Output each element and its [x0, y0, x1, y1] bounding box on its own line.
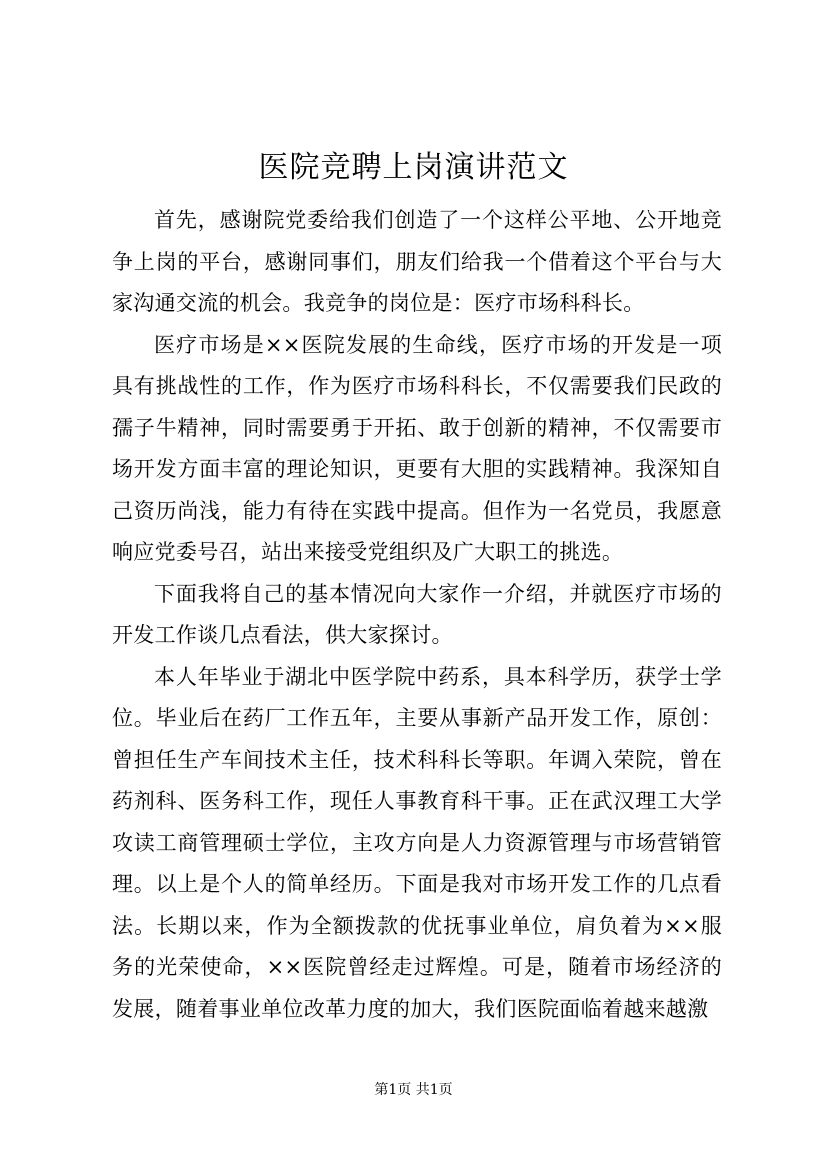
- paragraph-1: 首先，感谢院党委给我们创造了一个这样公平地、公开地竞争上岗的平台，感谢同事们，朋友们给我一个借着这个平台与大家沟通交流的机会。我竞争的岗位是：医疗市场科科长。: [112, 208, 722, 315]
- page-footer: 第1页 共1页: [374, 1082, 453, 1098]
- paragraph-3: 下面我将自己的基本情况向大家作一介绍，并就医疗市场的开发工作谈几点看法，供大家探讨。: [112, 581, 722, 647]
- document-body: [112, 200, 722, 1030]
- paragraph-4: 本人年毕业于湖北中医学院中药系，具本科学历，获学士学位。毕业后在药厂工作五年，主要从事新产品开发工作，原创：曾担任生产车间技术主任，技术科科长等职。年调入荣院，曾在药剂科、医务科工作，现任人事教育科干事。正在武汉理工大学攻读工商管理硕士学位，主攻方向是人力资源管理与市场营销管理。以上是个人的简单经历。下面是我对市场开发工作的几点看法。长期以来，作为全额拨款的优抚事业单位，肩负着为××服务的光荣使命，××医院曾经走过辉煌。可是，随着市场经济的发展，随着事业单位改革力度的加大，我们医院面临着越来越激: [112, 664, 722, 1021]
- paragraph-2: 医疗市场是××医院发展的生命线，医疗市场的开发是一项具有挑战性的工作，作为医疗市场科科长，不仅需要我们民政的孺子牛精神，同时需要勇于开拓、敢于创新的精神，不仅需要市场开发方面丰富的理论知识，更要有大胆的实践精神。我深知自己资历尚浅，能力有待在实践中提高。但作为一名党员，我愿意响应党委号召，站出来接受党组织及广大职工的挑选。: [112, 332, 722, 564]
- document-title: 医院竞聘上岗演讲范文: [258, 150, 569, 185]
